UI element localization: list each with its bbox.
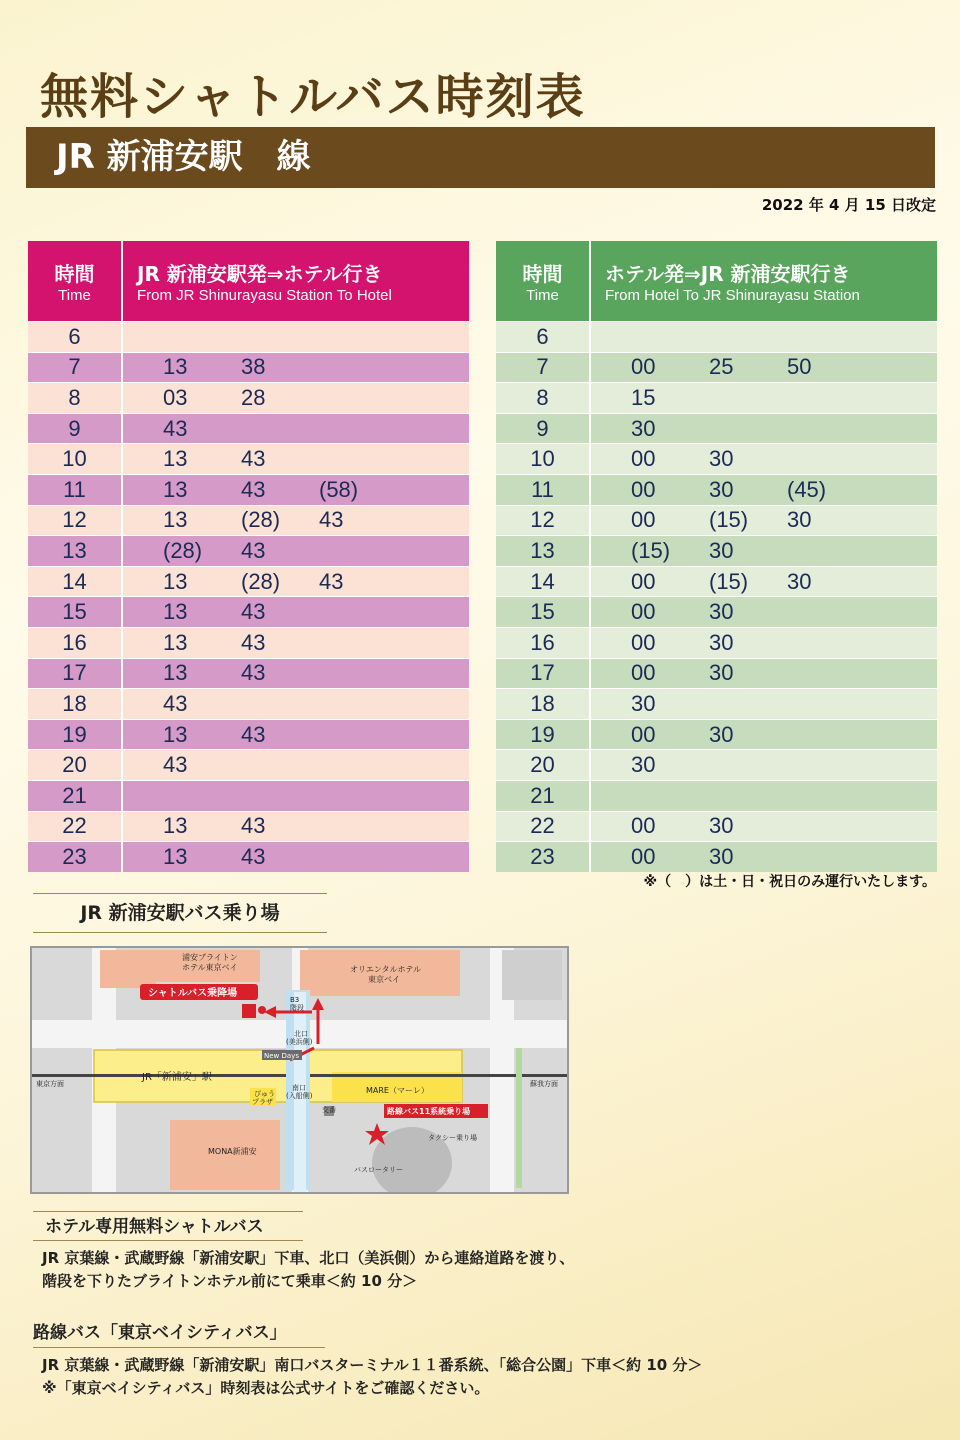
table-row [28, 597, 469, 628]
departure-minute: 13 [163, 568, 188, 594]
direction-ja: ホテル発⇒JR 新浦安駅行き [605, 262, 851, 286]
map-label-pyuu2: プラザ [252, 1098, 273, 1106]
hotel-shuttle-line1: JR 京葉線・武蔵野線「新浦安駅」下車、北口（美浜側）から連絡道路を渡り、 [42, 1249, 575, 1267]
minutes-cell [122, 627, 469, 658]
direction-en: From Hotel To JR Shinurayasu Station [605, 287, 860, 304]
departure-minute: 43 [163, 415, 188, 441]
map-label-south: 南口 [292, 1084, 306, 1092]
departure-minute: 25 [709, 354, 734, 380]
departure-minute: 13 [163, 843, 188, 869]
table-header [496, 241, 937, 322]
map-label-b3-stairs: 階段 [290, 1004, 304, 1012]
table-row [28, 566, 469, 597]
minutes-cell [590, 842, 937, 872]
table-row [496, 780, 937, 811]
hour-cell: 23 [28, 842, 122, 872]
table-row [28, 505, 469, 536]
table-row [28, 352, 469, 383]
minutes-cell [590, 566, 937, 597]
departure-minute: 00 [631, 629, 656, 655]
hour-cell: 10 [496, 444, 590, 475]
hour-cell: 9 [496, 413, 590, 444]
table-row [28, 536, 469, 567]
minutes-cell [590, 689, 937, 720]
hour-cell: 16 [496, 627, 590, 658]
map-label-north: 北口 [294, 1030, 308, 1038]
map-label-b3: B3 [290, 996, 300, 1004]
route-bus-heading: 路線バス「東京ベイシティバス」 [33, 1318, 325, 1348]
departure-minute: 03 [163, 384, 188, 410]
map-label-mona: MONA新浦安 [208, 1147, 257, 1156]
departure-minute: 30 [631, 752, 656, 778]
departure-minute: 13 [163, 599, 188, 625]
minutes-cell [590, 505, 937, 536]
departure-minute: 13 [163, 446, 188, 472]
hour-header-ja: 時間 [54, 262, 95, 286]
map-label-oriental: オリエンタルホテル [350, 965, 422, 974]
departure-minute: (15) [709, 568, 749, 594]
hour-cell: 23 [496, 842, 590, 872]
minutes-cell [590, 352, 937, 383]
map-label-mare: MARE（マーレ） [366, 1086, 429, 1095]
departure-minute: 13 [163, 813, 188, 839]
hour-cell: 21 [496, 780, 590, 811]
departure-minute: 30 [787, 507, 812, 533]
hotel-shuttle-heading: ホテル専用無料シャトルバス [33, 1211, 303, 1241]
departure-minute: 43 [241, 446, 266, 472]
departure-minute: 00 [631, 813, 656, 839]
table-row [496, 597, 937, 628]
minutes-cell [590, 413, 937, 444]
line-name-bar: JR 新浦安駅 線 [26, 127, 935, 188]
hour-header-ja: 時間 [522, 262, 563, 286]
minutes-cell [590, 750, 937, 781]
hour-cell: 13 [496, 536, 590, 567]
revised-date: 2022 年 4 月 15 日改定 [761, 196, 936, 214]
map-label-brighton: 浦安ブライトン [182, 953, 238, 962]
departure-minute: 13 [163, 629, 188, 655]
map-label-koban: 交番 [322, 1106, 336, 1114]
map-label-brighton2: ホテル東京ベイ [182, 963, 238, 972]
departure-minute: 30 [631, 690, 656, 716]
station-map [30, 946, 569, 1194]
departure-minute: 28 [241, 384, 266, 410]
hotel-shuttle-line2: 階段を下りたブライトンホテル前にて乗車＜約 10 分＞ [42, 1272, 418, 1290]
minutes-cell [122, 780, 469, 811]
minutes-cell [590, 658, 937, 689]
map-section-heading: JR 新浦安駅バス乗り場 [33, 893, 327, 933]
departure-minute: 00 [631, 446, 656, 472]
direction-en: From JR Shinurayasu Station To Hotel [137, 287, 392, 304]
hour-cell: 20 [496, 750, 590, 781]
minutes-cell [122, 597, 469, 628]
hour-cell: 17 [28, 658, 122, 689]
table-row [28, 689, 469, 720]
departure-minute: 13 [163, 476, 188, 502]
hour-cell: 15 [496, 597, 590, 628]
departure-minute: 43 [241, 629, 266, 655]
table-row [28, 719, 469, 750]
map-label-station: JR「新浦安」駅 [142, 1072, 212, 1083]
route-bus-text [42, 1354, 702, 1400]
table-row [496, 811, 937, 842]
minutes-cell [122, 444, 469, 475]
hour-cell: 14 [496, 566, 590, 597]
minutes-cell [590, 780, 937, 811]
minutes-cell [122, 322, 469, 353]
table-row [28, 658, 469, 689]
table-row [496, 536, 937, 567]
departure-minute: 43 [241, 660, 266, 686]
departure-minute: 43 [163, 752, 188, 778]
minutes-cell [590, 627, 937, 658]
departure-minute: 00 [631, 721, 656, 747]
table-row [496, 842, 937, 872]
table-row [496, 322, 937, 353]
departure-minute: 30 [709, 629, 734, 655]
departure-minute: 50 [787, 354, 812, 380]
hour-cell: 19 [496, 719, 590, 750]
hour-cell: 17 [496, 658, 590, 689]
table-header [28, 241, 469, 322]
table-row [28, 811, 469, 842]
hour-cell: 16 [28, 627, 122, 658]
map-label-oriental2: 東京ベイ [368, 975, 400, 984]
table-row [28, 474, 469, 505]
table-row [496, 474, 937, 505]
table-row [496, 413, 937, 444]
departure-minute: 13 [163, 721, 188, 747]
direction-ja: JR 新浦安駅発⇒ホテル行き [137, 262, 383, 286]
minutes-cell [590, 597, 937, 628]
minutes-cell [122, 383, 469, 414]
map-label-north2: (美浜側) [286, 1038, 313, 1046]
departure-minute: 43 [319, 507, 344, 533]
table-row [496, 658, 937, 689]
departure-minute: 30 [787, 568, 812, 594]
minutes-cell [590, 719, 937, 750]
departure-minute: 13 [163, 660, 188, 686]
table-row [28, 842, 469, 872]
table-row [496, 750, 937, 781]
table-row [28, 413, 469, 444]
departure-minute: 00 [631, 660, 656, 686]
hour-cell: 22 [496, 811, 590, 842]
departure-minute: (15) [631, 537, 671, 563]
minutes-cell [122, 352, 469, 383]
departure-minute: (28) [163, 537, 203, 563]
minutes-cell [590, 383, 937, 414]
hotel-shuttle-text [42, 1247, 574, 1293]
hour-cell: 19 [28, 719, 122, 750]
map-label-pyuu: ぴゅう [254, 1090, 275, 1098]
departure-minute: 30 [631, 415, 656, 441]
table-row [28, 383, 469, 414]
minutes-cell [122, 689, 469, 720]
table-row [496, 352, 937, 383]
departure-minute: 13 [163, 507, 188, 533]
hour-cell: 10 [28, 444, 122, 475]
departure-minute: 43 [241, 476, 266, 502]
minutes-cell [590, 322, 937, 353]
map-label-south2: (入船側) [286, 1092, 313, 1100]
map-label-shuttle-stop: シャトルバス乗降場 [148, 988, 238, 999]
hour-cell: 7 [28, 352, 122, 383]
departure-minute: 30 [709, 721, 734, 747]
map-label-tokyo-dir: 東京方面 [36, 1080, 64, 1088]
departure-minute: 00 [631, 507, 656, 533]
route-bus-line2: ※「東京ベイシティバス」時刻表は公式サイトをご確認ください。 [42, 1379, 490, 1397]
departure-minute: 00 [631, 599, 656, 625]
hour-cell: 7 [496, 352, 590, 383]
minutes-cell [122, 413, 469, 444]
table-row [28, 627, 469, 658]
hour-cell: 8 [28, 383, 122, 414]
table-row [28, 780, 469, 811]
hour-cell: 21 [28, 780, 122, 811]
hour-cell: 20 [28, 750, 122, 781]
hour-cell: 6 [28, 322, 122, 353]
hour-cell: 12 [28, 505, 122, 536]
departure-minute: (58) [319, 476, 359, 502]
hour-column-header [496, 241, 590, 322]
departure-minute: (28) [241, 568, 281, 594]
minutes-cell [590, 536, 937, 567]
minutes-cell [590, 444, 937, 475]
departure-minute: 30 [709, 476, 734, 502]
hour-cell: 13 [28, 536, 122, 567]
departure-minute: 13 [163, 354, 188, 380]
map-label-taxi: タクシー乗り場 [428, 1134, 477, 1142]
hour-header-en: Time [526, 287, 559, 304]
hour-cell: 14 [28, 566, 122, 597]
minutes-cell [122, 536, 469, 567]
hour-column-header [28, 241, 122, 322]
minutes-cell [122, 811, 469, 842]
minutes-cell [122, 719, 469, 750]
map-label-soga-dir: 蘇我方面 [530, 1080, 558, 1088]
departure-minute: 30 [709, 813, 734, 839]
departure-minute: 00 [631, 568, 656, 594]
departure-minute: 00 [631, 843, 656, 869]
table-row [496, 566, 937, 597]
departure-minute: 00 [631, 354, 656, 380]
minutes-cell [122, 566, 469, 597]
hour-header-en: Time [58, 287, 91, 304]
minutes-cell [122, 658, 469, 689]
minutes-cell [590, 811, 937, 842]
timetable-hotel-to-station [496, 241, 937, 872]
direction-header [590, 241, 937, 322]
departure-minute: 30 [709, 660, 734, 686]
table-row [28, 444, 469, 475]
table-row [28, 750, 469, 781]
departure-minute: 30 [709, 599, 734, 625]
table-row [496, 627, 937, 658]
departure-minute: 43 [241, 599, 266, 625]
page-title: 無料シャトルバス時刻表 [40, 69, 586, 125]
departure-minute: 43 [241, 721, 266, 747]
weekend-note: ※（ ）は土・日・祝日のみ運行いたします。 [643, 874, 936, 890]
map-label-rotary: バスロータリー [354, 1166, 403, 1174]
minutes-cell [122, 750, 469, 781]
hour-cell: 6 [496, 322, 590, 353]
hour-cell: 8 [496, 383, 590, 414]
minutes-cell [590, 474, 937, 505]
departure-minute: 43 [319, 568, 344, 594]
table-row [496, 719, 937, 750]
hour-cell: 11 [496, 474, 590, 505]
hour-cell: 18 [28, 689, 122, 720]
direction-header [122, 241, 469, 322]
minutes-cell [122, 842, 469, 872]
departure-minute: 30 [709, 537, 734, 563]
minutes-cell [122, 505, 469, 536]
departure-minute: (15) [709, 507, 749, 533]
hour-cell: 18 [496, 689, 590, 720]
departure-minute: (28) [241, 507, 281, 533]
hour-cell: 9 [28, 413, 122, 444]
hour-cell: 22 [28, 811, 122, 842]
departure-minute: 43 [241, 843, 266, 869]
departure-minute: 30 [709, 446, 734, 472]
departure-minute: (45) [787, 476, 827, 502]
departure-minute: 43 [163, 690, 188, 716]
hour-cell: 12 [496, 505, 590, 536]
departure-minute: 15 [631, 384, 656, 410]
departure-minute: 43 [241, 537, 266, 563]
timetable-station-to-hotel [28, 241, 469, 872]
hour-cell: 15 [28, 597, 122, 628]
minutes-cell [122, 474, 469, 505]
table-row [496, 383, 937, 414]
table-row [496, 689, 937, 720]
route-bus-line1: JR 京葉線・武蔵野線「新浦安駅」南口バスターミナル１１番系統、「総合公園」下車＜約 10 分＞ [42, 1356, 703, 1374]
table-row [28, 322, 469, 353]
map-label-newdays: New Days [264, 1052, 299, 1060]
map-label-route-bus: 路線バス11系統乗り場 [387, 1107, 471, 1116]
table-row [496, 505, 937, 536]
departure-minute: 43 [241, 813, 266, 839]
hour-cell: 11 [28, 474, 122, 505]
table-row [496, 444, 937, 475]
departure-minute: 00 [631, 476, 656, 502]
departure-minute: 30 [709, 843, 734, 869]
departure-minute: 38 [241, 354, 266, 380]
